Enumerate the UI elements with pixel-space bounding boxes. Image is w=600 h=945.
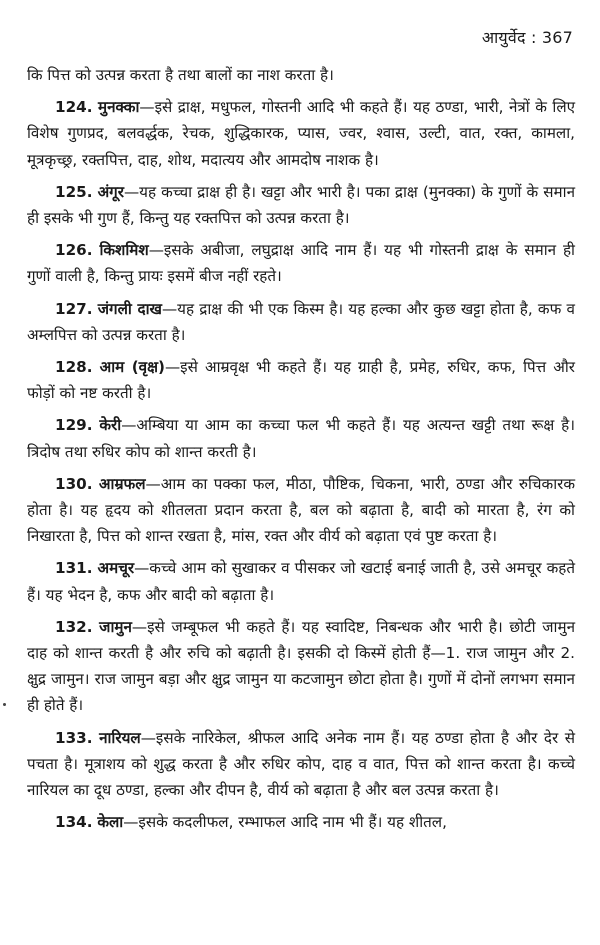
entry-131	[27, 555, 575, 607]
entry-body: आम का पक्का फल, मीठा, पौष्टिक, चिकना, भारी, ठण्डा और रुचिकारक होता है। यह हृदय को शीतलता प्रदान करता है, बल को बढ़ाता है, बादी को मारता है, रंग को निखारता है, पित्त को शान्त रखता है, मांस, रक्त और वीर्य को बढ़ाता एवं पुष्ट करता है।	[27, 474, 576, 546]
entry-number: 125.	[55, 182, 93, 201]
entry-body: अम्बिया या आम का कच्चा फल भी कहते हैं। यह अत्यन्त खट्टी तथा रूक्ष है। त्रिदोष तथा रुधिर कोप को शान्त करती है।	[27, 416, 575, 461]
entry-term: जामुन	[99, 617, 132, 636]
entry-term: मुनक्का	[98, 98, 140, 117]
entry-term: अमचूर	[97, 559, 135, 578]
entry-separator: —	[139, 98, 155, 117]
entry-number: 130.	[55, 474, 93, 493]
entry-number: 134.	[55, 813, 93, 832]
entry-128	[27, 354, 575, 406]
entry-body: कच्चे आम को सुखाकर व पीसकर जो खटाई बनाई जाती है, उसे अमचूर कहते हैं। यह भेदन है, कफ और बादी को बढ़ाता है।	[27, 559, 575, 604]
entry-132	[27, 614, 575, 719]
entry-body: इसे द्राक्ष, मधुफल, गोस्तनी आदि भी कहते हैं। यह ठण्डा, भारी, नेत्रों के लिए विशेष गुणप्रद, बलवर्द्धक, रेचक, शुद्धिकारक, प्यास, ज्वर, श्वास, उल्टी, वात, रक्त, कामला, मूत्रकृच्छ्र, रक्तपित्त, दाह, शोथ, मदात्यय और आमदोष नाशक है।	[27, 98, 576, 169]
entry-134	[27, 809, 575, 835]
entry-separator: —	[123, 182, 140, 201]
entry-number: 129.	[55, 416, 93, 435]
entry-term: केला	[97, 813, 124, 832]
entry-130	[27, 471, 575, 550]
entry-term: केरी	[99, 416, 122, 435]
entry-separator: —	[131, 617, 148, 636]
entry-body: यह द्राक्ष की भी एक किस्म है। यह हल्का और कुछ खट्टा होता है, कफ व अम्लपित्त को उत्पन्न करता है।	[27, 299, 576, 344]
entry-separator: —	[161, 299, 178, 318]
entry-term: आम (वृक्ष)	[99, 358, 165, 377]
entry-term: अंगूर	[97, 182, 124, 201]
entry-number: 132.	[55, 617, 93, 636]
entry-126	[27, 237, 575, 289]
entry-body: इसे जम्बूफल भी कहते हैं। यह स्वादिष्ट, निबन्धक और भारी है। छोटी जामुन दाह को शान्त करती है और रुचि को बढ़ाती है। इसकी दो किस्में होती हैं—1. राज जामुन और 2. क्षुद्र जामुन। राज जामुन बड़ा और क्षुद्र जामुन या कटजामुन छोटा होता है। गुणों में दोनों लगभग समान ही होते हैं।	[27, 617, 575, 715]
entry-number: 131.	[55, 559, 93, 578]
entry-separator: —	[145, 474, 161, 493]
entry-separator: —	[134, 559, 150, 578]
entry-number: 127.	[55, 299, 93, 318]
entry-125	[27, 179, 575, 231]
entry-number: 124.	[55, 98, 93, 117]
continued-paragraph: कि पित्त को उत्पन्न करता है तथा बालों का नाश करता है।	[27, 66, 334, 84]
entry-124	[27, 94, 575, 173]
entry-separator: —	[148, 241, 164, 260]
entry-separator: —	[164, 358, 181, 377]
page-body	[27, 26, 575, 835]
entry-133	[27, 725, 575, 804]
entry-term: आम्रफल	[98, 474, 146, 493]
entry-number: 126.	[55, 241, 93, 260]
entry-body: इसके कदलीफल, रम्भाफल आदि नाम भी हैं। यह शीतल,	[138, 813, 447, 832]
entry-term: जंगली दाख	[97, 299, 162, 318]
scan-speck	[3, 703, 6, 706]
entry-term: किशमिश	[99, 241, 149, 260]
entry-separator: —	[121, 416, 137, 435]
entry-129	[27, 412, 575, 464]
running-head: आयुर्वेद : 367	[481, 28, 573, 47]
entry-body: यह कच्चा द्राक्ष ही है। खट्टा और भारी है। पका द्राक्ष (मुनक्का) के गुणों के समान ही इसके भी गुण हैं, किन्तु यह रक्तपित्त को उत्पन्न करता है।	[27, 182, 576, 228]
entry-number: 128.	[55, 358, 93, 377]
entry-body: इसे आम्रवृक्ष भी कहते हैं। यह ग्राही है, प्रमेह, रुधिर, कफ, पित्त और फोड़ों को नष्ट करती है।	[27, 358, 575, 403]
entry-127	[27, 296, 575, 348]
entry-term: नारियल	[99, 728, 141, 747]
entry-body: इसके नारिकेल, श्रीफल आदि अनेक नाम हैं। यह ठण्डा होता है और देर से पचता है। मूत्राशय को शुद्ध करता है और रुधिर कोप, दाह व वात, पित्त को शान्त करता है। कच्चे नारियल का दूध ठण्डा, हल्का और दीपन है, वीर्य को बढ़ाता है और बल उत्पन्न करता है।	[27, 728, 575, 800]
entry-number: 133.	[55, 728, 93, 747]
entry-separator: —	[123, 813, 139, 832]
entry-separator: —	[140, 728, 156, 747]
entry-body: इसके अबीजा, लघुद्राक्ष आदि नाम हैं। यह भी गोस्तनी द्राक्ष के समान ही गुणों वाली है, किन्तु प्रायः इसमें बीज नहीं रहते।	[27, 241, 575, 286]
